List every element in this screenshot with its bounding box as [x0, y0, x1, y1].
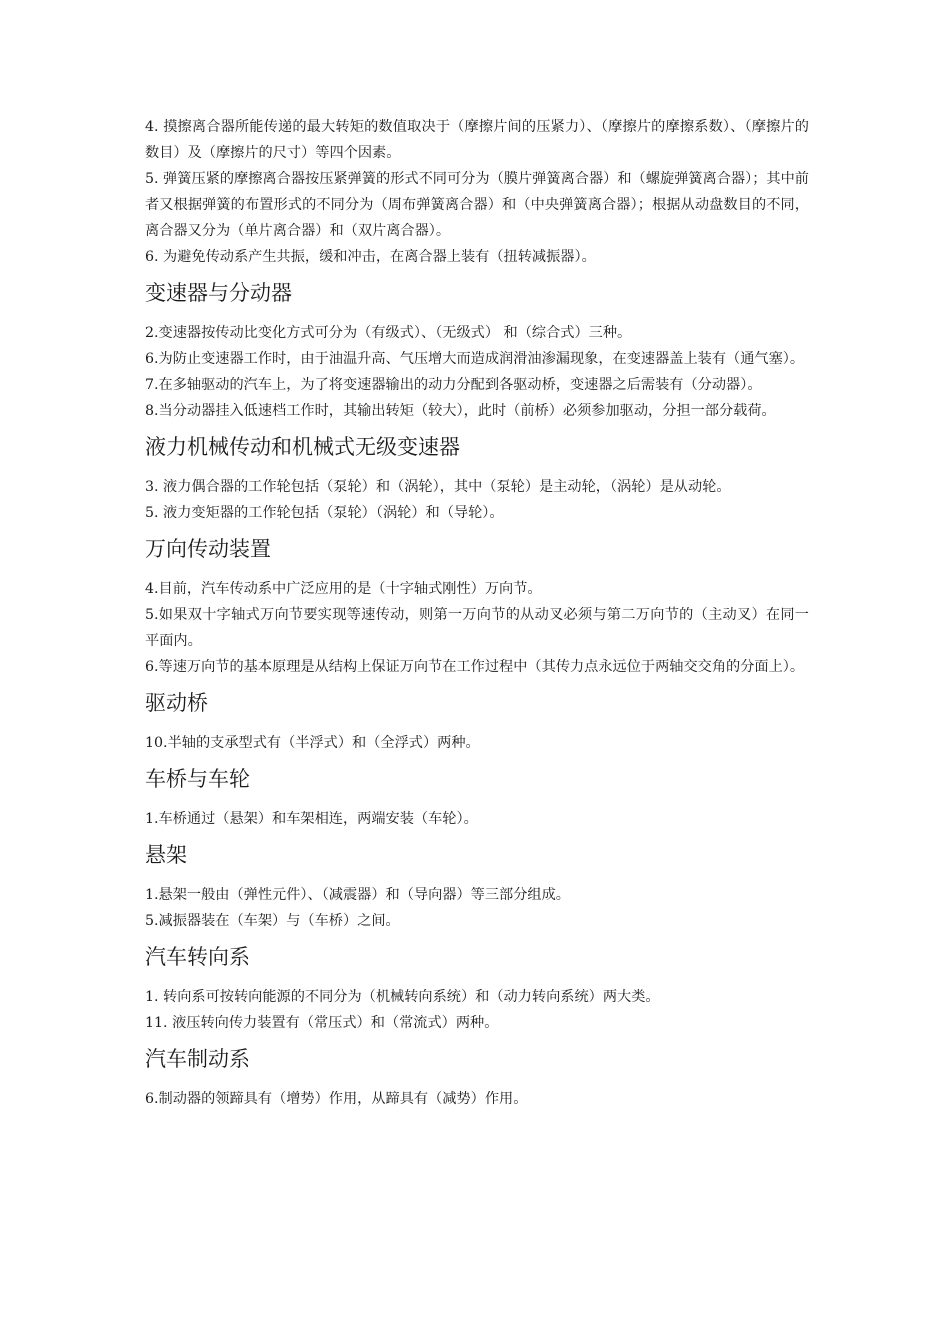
section-gearbox	[145, 278, 809, 424]
paragraph: 5. 弹簧压紧的摩擦离合器按压紧弹簧的形式不同可分为（膜片弹簧离合器）和（螺旋弹簧离合器）；其中前者又根据弹簧的布置形式的不同分为（周布弹簧离合器）和（中央弹簧离合器）；根据从动盘数目的不同，离合器又分为（单片离合器）和（双片离合器）。	[145, 171, 809, 239]
paragraph: 7.在多轴驱动的汽车上，为了将变速器输出的动力分配到各驱动桥，变速器之后需装有（分动器）。	[145, 377, 762, 393]
paragraph: 10.半轴的支承型式有（半浮式）和（全浮式）两种。	[145, 735, 480, 751]
section-heading: 汽车转向系	[145, 945, 250, 969]
section-heading: 液力机械传动和机械式无级变速器	[145, 435, 460, 459]
paragraph: 3. 液力偶合器的工作轮包括（泵轮）和（涡轮），其中（泵轮）是主动轮，（涡轮）是从动轮。	[145, 479, 731, 495]
section-suspension	[145, 840, 809, 934]
section-axle-wheel	[145, 764, 809, 832]
paragraph: 2.变速器按传动比变化方式可分为（有级式）、（无级式） 和（综合式）三种。	[145, 325, 632, 341]
section-drive-axle	[145, 688, 809, 756]
paragraph: 5.减振器装在（车架）与（车桥）之间。	[145, 913, 400, 929]
intro-block	[145, 114, 809, 270]
section-hydraulic	[145, 432, 809, 526]
paragraph: 6.等速万向节的基本原理是从结构上保证万向节在工作过程中（其传力点永远位于两轴交交角的分面上）。	[145, 659, 805, 675]
paragraph: 8.当分动器挂入低速档工作时，其输出转矩（较大），此时（前桥）必须参加驱动，分担一部分载荷。	[145, 403, 776, 419]
paragraph: 4.目前，汽车传动系中广泛应用的是（十字轴式刚性）万向节。	[145, 581, 542, 597]
section-heading: 万向传动装置	[145, 537, 271, 561]
section-heading: 驱动桥	[145, 691, 208, 715]
paragraph: 1.悬架一般由（弹性元件）、（减震器）和（导向器）等三部分组成。	[145, 887, 570, 903]
paragraph: 6. 为避免传动系产生共振，缓和冲击，在离合器上装有（扭转减振器）。	[145, 249, 596, 265]
section-heading: 汽车制动系	[145, 1047, 250, 1071]
paragraph: 11. 液压转向传力装置有（常压式）和（常流式）两种。	[145, 1015, 499, 1031]
paragraph: 5. 液力变矩器的工作轮包括（泵轮）（涡轮）和（导轮）。	[145, 505, 504, 521]
paragraph: 4. 摸擦离合器所能传递的最大转矩的数值取决于（摩擦片间的压紧力）、（摩擦片的摩擦系数）、（摩擦片的数目）及（摩擦片的尺寸）等四个因素。	[145, 119, 809, 161]
paragraph: 5.如果双十字轴式万向节要实现等速传动，则第一万向节的从动叉必须与第二万向节的（主动叉）在同一平面内。	[145, 607, 809, 649]
section-heading: 悬架	[145, 843, 187, 867]
paragraph: 6.为防止变速器工作时，由于油温升高、气压增大而造成润滑油渗漏现象，在变速器盖上装有（通气塞）。	[145, 351, 805, 367]
section-braking	[145, 1044, 809, 1112]
paragraph: 1. 转向系可按转向能源的不同分为（机械转向系统）和（动力转向系统）两大类。	[145, 989, 660, 1005]
paragraph: 6.制动器的领蹄具有（增势）作用，从蹄具有（减势）作用。	[145, 1091, 528, 1107]
section-heading: 变速器与分动器	[145, 281, 292, 305]
document-page	[145, 114, 809, 1112]
section-heading: 车桥与车轮	[145, 767, 250, 791]
section-steering	[145, 942, 809, 1036]
section-universal-joint	[145, 534, 809, 680]
paragraph: 1.车桥通过（悬架）和车架相连，两端安装（车轮）。	[145, 811, 478, 827]
